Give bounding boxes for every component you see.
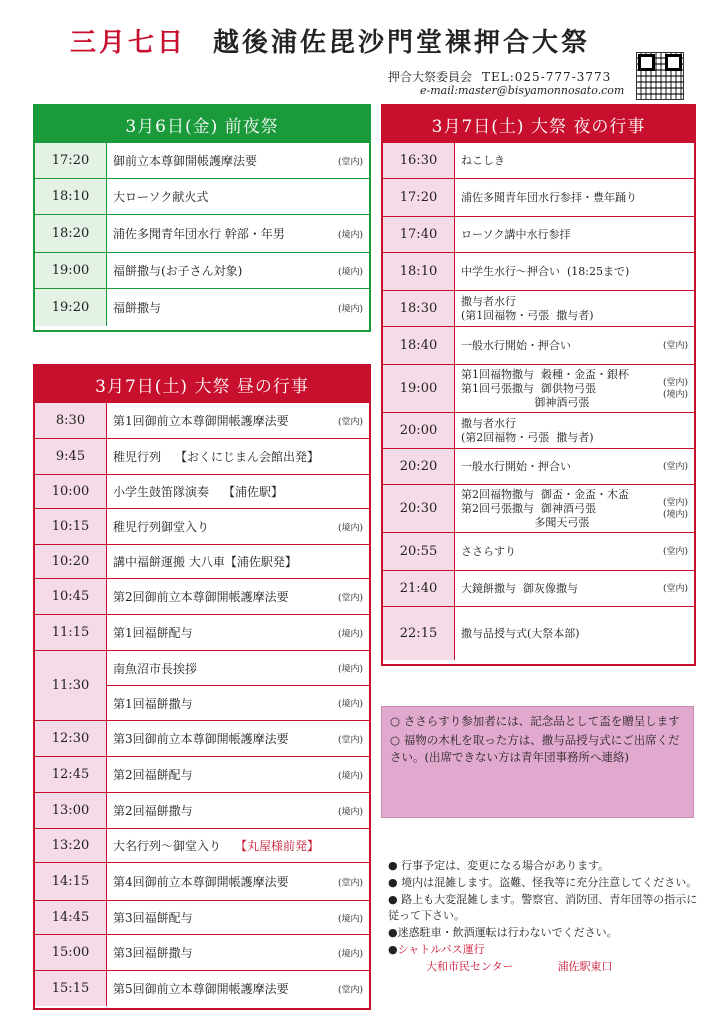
place-tag: (堂内) — [337, 417, 363, 427]
note-item: ○ ささらすり参加者には、記念品として盃を贈呈します — [390, 714, 680, 728]
day-row — [35, 402, 369, 438]
event-item — [107, 545, 369, 578]
time-cell: 18:30 — [383, 291, 455, 326]
time-cell: 10:45 — [35, 579, 107, 614]
event-item — [107, 863, 369, 900]
time-cell: 12:30 — [35, 721, 107, 756]
event-cell — [107, 651, 369, 720]
night-schedule — [381, 104, 696, 666]
event-item — [107, 901, 369, 934]
place-tag: (境内) — [337, 914, 363, 924]
night-row — [383, 290, 694, 326]
event-cell — [107, 901, 369, 934]
event-text: 第1回御前立本尊御開帳護摩法要 — [113, 414, 289, 428]
day-row — [35, 934, 369, 970]
event-cell — [455, 533, 694, 570]
event-cell — [455, 571, 694, 606]
event-cell — [107, 829, 369, 862]
event-item — [107, 685, 369, 720]
night-row — [383, 364, 694, 412]
event-cell — [455, 607, 694, 660]
event-cell — [107, 475, 369, 508]
event-text: 撒与者水行 (第2回福物・弓張 撒与者) — [461, 416, 594, 444]
place-tag: (堂内) (境内) — [662, 497, 688, 520]
shuttle-title: ●シャトルバス運行 — [388, 943, 485, 956]
place-tag: (境内) — [337, 949, 363, 959]
event-cell — [455, 217, 694, 252]
time-cell: 18:20 — [35, 215, 107, 252]
place-tag: (堂内) (境内) — [662, 377, 688, 400]
day-row — [35, 720, 369, 756]
event-text: 一般水行開始・押合い — [461, 338, 571, 352]
place-tag: (堂内) — [337, 878, 363, 888]
event-text: 第1回福餅配与 — [113, 626, 193, 640]
event-item — [107, 253, 369, 288]
event-text: 第5回御前立本尊御開帳護摩法要 — [113, 982, 289, 996]
info-item: ●迷惑駐車・飲酒運転は行わないでください。 — [388, 926, 618, 939]
event-item — [107, 179, 369, 214]
time-cell: 9:45 — [35, 439, 107, 474]
day-row — [35, 508, 369, 544]
day-row — [35, 578, 369, 614]
event-cell — [107, 579, 369, 614]
event-cell — [107, 143, 369, 178]
email-address: e-mail:master@bisyamonnosato.com — [420, 84, 625, 97]
event-item — [107, 143, 369, 178]
place-tag: (境内) — [337, 523, 363, 533]
place-tag: (境内) — [337, 664, 363, 675]
event-cell — [107, 403, 369, 438]
event-cell — [107, 509, 369, 544]
place-tag: (堂内) — [662, 340, 688, 351]
place-tag: (堂内) — [662, 461, 688, 472]
night-row — [383, 412, 694, 448]
event-item — [107, 215, 369, 252]
header-date: 三月七日 — [70, 28, 187, 58]
event-cell — [107, 793, 369, 828]
info-item: ● 路上も大変混雑します。警察官、消防団、青年団等の指示に従って下さい。 — [388, 893, 698, 922]
day-row — [35, 970, 369, 1006]
eve-row — [35, 142, 369, 178]
event-text: 御前立本尊御開帳護摩法要 — [113, 154, 258, 168]
event-cell — [107, 179, 369, 214]
event-text: 撒与者水行 (第1回福物・弓張 撒与者) — [461, 294, 594, 322]
event-text: 中学生水行～押合い (18:25まで) — [461, 264, 630, 278]
event-cell — [107, 935, 369, 970]
day-row — [35, 650, 369, 720]
phone-number: TEL:025-777-3773 — [482, 70, 612, 84]
eve-row — [35, 178, 369, 214]
day-row — [35, 438, 369, 474]
event-text: 福餅撒与 — [113, 301, 162, 315]
event-text: 第2回福物撒与 御盃・金盃・木盃 第2回弓張撒与 御神酒弓張 多聞天弓張 — [461, 487, 629, 529]
event-text: 稚児行列御堂入り — [113, 520, 210, 534]
organizer-line — [388, 68, 611, 85]
place-tag: (堂内) — [337, 735, 363, 745]
event-cell — [107, 439, 369, 474]
eve-row — [35, 252, 369, 288]
event-text: 大鏡餅撒与 御灰像撒与 — [461, 581, 578, 595]
time-cell: 14:15 — [35, 863, 107, 900]
event-item — [107, 651, 369, 685]
night-title: 3月7日(土) 大祭 夜の行事 — [383, 106, 694, 142]
event-text: ねこしき — [461, 153, 505, 167]
day-row — [35, 862, 369, 900]
event-text: ささらすり — [461, 544, 516, 558]
time-cell: 11:30 — [35, 651, 107, 720]
event-item — [107, 579, 369, 614]
time-cell: 20:20 — [383, 449, 455, 484]
event-text: 第4回御前立本尊御開帳護摩法要 — [113, 875, 289, 889]
event-item — [107, 475, 369, 508]
event-text: 南魚沼市長挨拶 — [113, 661, 198, 676]
day-row — [35, 614, 369, 650]
place-tag: (堂内) — [337, 985, 363, 995]
event-text: 大名行列～御堂入り — [113, 839, 222, 853]
event-cell — [107, 757, 369, 792]
time-cell: 15:00 — [35, 935, 107, 970]
time-cell: 8:30 — [35, 403, 107, 438]
time-cell: 12:45 — [35, 757, 107, 792]
night-row — [383, 178, 694, 216]
event-cell — [455, 365, 694, 412]
night-row — [383, 252, 694, 290]
event-cell — [107, 863, 369, 900]
time-cell: 22:15 — [383, 607, 455, 660]
day-row — [35, 828, 369, 862]
event-cell — [455, 413, 694, 448]
night-row — [383, 606, 694, 660]
time-cell: 10:00 — [35, 475, 107, 508]
time-cell: 13:00 — [35, 793, 107, 828]
time-cell: 21:40 — [383, 571, 455, 606]
time-cell: 14:45 — [35, 901, 107, 934]
place-tag: (堂内) — [337, 157, 363, 167]
event-item — [107, 289, 369, 326]
event-text: 第2回福餅配与 — [113, 768, 193, 782]
night-row — [383, 484, 694, 532]
page-title: 越後浦佐毘沙門堂裸押合大祭 — [213, 28, 591, 58]
day-row — [35, 544, 369, 578]
note-item: ○ 福物の木札を取った方は、撒与品授与式にご出席ください。(出席できない方は青年団事務所へ連絡) — [390, 733, 680, 764]
event-cell — [455, 327, 694, 364]
event-item — [107, 439, 369, 474]
place-tag: (境内) — [337, 304, 363, 314]
event-text: 第2回福餅撒与 — [113, 804, 193, 818]
eve-row — [35, 288, 369, 326]
event-cell — [455, 179, 694, 216]
event-text: 第2回御前立本尊御開帳護摩法要 — [113, 590, 289, 604]
event-text: 一般水行開始・押合い — [461, 459, 571, 473]
event-text: 第1回福餅撒与 — [113, 696, 193, 711]
event-location: 【浦佐駅】 — [223, 485, 284, 499]
event-cell — [455, 291, 694, 326]
night-row — [383, 532, 694, 570]
day-row — [35, 756, 369, 792]
event-text: 大ローソク献火式 — [113, 190, 209, 204]
place-tag: (境内) — [337, 267, 363, 277]
time-cell: 19:00 — [35, 253, 107, 288]
event-text: 第3回御前立本尊御開帳護摩法要 — [113, 732, 289, 746]
event-text: 講中福餅運搬 大八車【浦佐駅発】 — [113, 555, 297, 569]
event-cell — [455, 253, 694, 290]
day-schedule — [33, 364, 371, 1010]
event-cell — [107, 971, 369, 1006]
event-text: 浦佐多聞青年団水行参拝・豊年踊り — [461, 190, 637, 204]
time-cell: 17:20 — [35, 143, 107, 178]
place-tag: (境内) — [337, 807, 363, 817]
event-text: 撒与品授与式(大祭本部) — [461, 626, 580, 640]
time-cell: 20:30 — [383, 485, 455, 532]
info-item: ● 境内は混雑します。盗難、怪我等に充分注意してください。 — [388, 876, 698, 889]
event-text: 福餅撒与(お子さん対象) — [113, 264, 243, 278]
time-cell: 10:20 — [35, 545, 107, 578]
event-item — [107, 935, 369, 970]
shuttle-label: シャトルバス運行 — [397, 943, 485, 956]
event-text: 小学生鼓笛隊演奏 — [113, 485, 210, 499]
time-cell: 17:40 — [383, 217, 455, 252]
time-cell: 11:15 — [35, 615, 107, 650]
shuttle-stop: 大和市民センター — [426, 960, 514, 973]
event-text: 浦佐多聞青年団水行 幹部・年男 — [113, 227, 285, 241]
event-text: ローソク講中水行参拝 — [461, 227, 571, 241]
event-item — [107, 793, 369, 828]
event-cell — [107, 615, 369, 650]
notes-panel — [381, 706, 694, 818]
event-text: 第3回福餅配与 — [113, 911, 193, 925]
day-title: 3月7日(土) 大祭 昼の行事 — [35, 366, 369, 402]
qr-code-icon — [636, 52, 684, 100]
event-item — [107, 829, 369, 862]
event-location: 【おくにじまん会館出発】 — [175, 450, 320, 464]
day-row — [35, 792, 369, 828]
time-cell: 10:15 — [35, 509, 107, 544]
eve-title: 3月6日(金) 前夜祭 — [35, 106, 369, 142]
event-cell — [107, 289, 369, 326]
eve-row — [35, 214, 369, 252]
time-cell: 19:20 — [35, 289, 107, 326]
day-row — [35, 474, 369, 508]
event-cell — [455, 485, 694, 532]
place-tag: (堂内) — [337, 593, 363, 603]
time-cell: 20:00 — [383, 413, 455, 448]
night-row — [383, 326, 694, 364]
info-list — [388, 858, 698, 976]
place-tag: (堂内) — [662, 583, 688, 594]
organizer-name: 押合大祭委員会 — [388, 70, 473, 84]
shuttle-stop: 浦佐駅東口 — [557, 960, 613, 973]
night-row — [383, 142, 694, 178]
place-tag: (境内) — [337, 771, 363, 781]
time-cell: 13:20 — [35, 829, 107, 862]
night-row — [383, 448, 694, 484]
event-location: 【丸屋様前発】 — [235, 839, 320, 853]
event-item — [107, 971, 369, 1006]
day-row — [35, 900, 369, 934]
place-tag: (境内) — [337, 699, 363, 710]
event-cell — [107, 215, 369, 252]
event-item — [107, 721, 369, 756]
event-text: 第3回福餅撒与 — [113, 946, 193, 960]
time-cell: 15:15 — [35, 971, 107, 1006]
event-item — [107, 509, 369, 544]
event-cell — [107, 721, 369, 756]
place-tag: (境内) — [337, 230, 363, 240]
time-cell: 20:55 — [383, 533, 455, 570]
night-row — [383, 570, 694, 606]
event-item — [107, 615, 369, 650]
event-cell — [455, 143, 694, 178]
time-cell: 19:00 — [383, 365, 455, 412]
place-tag: (境内) — [337, 629, 363, 639]
shuttle-stops — [388, 959, 698, 975]
event-cell — [455, 449, 694, 484]
eve-schedule — [33, 104, 371, 332]
event-text: 第1回福物撒与 穀種・金盃・銀杯 第1回弓張撒与 御供物弓張 御神酒弓張 — [461, 367, 629, 409]
place-tag: (堂内) — [662, 546, 688, 557]
info-item: ● 行事予定は、変更になる場合があります。 — [388, 859, 610, 872]
time-cell: 18:10 — [383, 253, 455, 290]
event-cell — [107, 545, 369, 578]
event-item — [107, 403, 369, 438]
event-item — [107, 757, 369, 792]
time-cell: 18:10 — [35, 179, 107, 214]
time-cell: 17:20 — [383, 179, 455, 216]
night-row — [383, 216, 694, 252]
time-cell: 18:40 — [383, 327, 455, 364]
event-cell — [107, 253, 369, 288]
event-text: 稚児行列 — [113, 450, 162, 464]
time-cell: 16:30 — [383, 143, 455, 178]
